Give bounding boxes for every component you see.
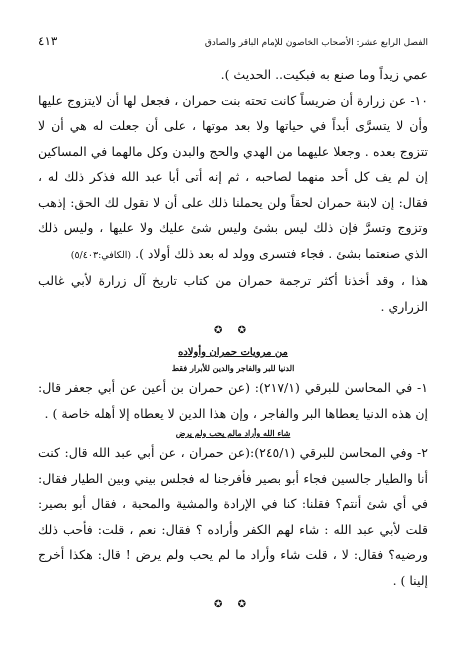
chapter-title: الفصل الرابع عشر: الأصحاب الخاصون للإمام الباقر والصادق — [204, 38, 428, 48]
paragraph-2 — [38, 88, 428, 269]
narration-1: ١- في المحاسن للبرقي (٢١٧/١): (عن حمران بن أعين عن أبي جعفر قال: إن هذه الدنيا يعطاها البر والفاجر ، وإن هذا الدين لا يعطاه إلا أهله خاصة ) . — [38, 380, 429, 421]
section-subtitle-1: الدنيا للبر والفاجر والدين للأبرار فقط — [171, 363, 295, 373]
page-number: ٤١٣ — [38, 34, 58, 48]
paragraph-2-text: ١٠- عن زرارة أن ضريساً كانت تحته بنت حمران ، فجعل لها أن لايتزوج عليها وأن لا يتسرَّى أبداً في حياتها ولا بعد موتها ، على أن جعلت له هي أن لا تتزوج بعده . وجعلا عليهما من الهدي والحج والبدن وكل مالهما في المساكين إن لم يف كل أحد منهما لصاحبه ، ثم إنه أتى أبا عبد الله فذكر ذلك له ، فقال: إن لابنة حمران لحقاً ولن يحملنا ذلك على أن لا نقول لك الحق: إذهب وتزوج وتسرَّ فإن ذلك ليس بشئ وليس شئ عليك ولا عليها ، وليس ذلك الذي صنعتما بشئ . فجاء فتسرى وولد له بعد ذلك أولاد ). — [38, 92, 428, 261]
ornament-divider: ✪ ✪ — [214, 325, 252, 336]
reference-kafi: (الكافي:٥/٤٠٣) — [70, 249, 132, 261]
narration-2: ٢- وفي المحاسن للبرقي (٢٤٥/١):(عن حمران ، عن أبي عبد الله قال: كنت أنا والطيار جالسين فجاء أبو بصير فأفرجنا له فجلس بيني وبين الطيار فقال: في أي شئ أنتم؟ فقلنا: كنا في الإرادة والمشية والمحبة ، فقال أبو بصير: قلت لأبي عبد الله : شاء لهم الكفر وأراده ؟ فقال: نعم ، قلت: فأحب ذلك ورضيه؟ فقال: لا ، قلت شاء وأراد ما لم يحب ولم يرض ! قال: هكذا أخرج إلينا ) . — [38, 445, 428, 588]
section-subtitle-2: شاء الله وأراد مالم يحب ولم يرض — [175, 428, 291, 438]
section-title: من مرويات حمران وأولاده — [178, 347, 288, 358]
ornament-divider-end: ✪ ✪ — [214, 599, 252, 610]
page-body — [38, 62, 428, 619]
paragraph-1: عمي زيداً وما صنع به فبكيت.. الحديث ). — [220, 67, 428, 82]
paragraph-3: هذا ، وقد أخذنا أكثر ترجمة حمران من كتاب تاريخ آل زرارة لأبي غالب الزراري . — [38, 273, 428, 314]
page-header — [38, 34, 428, 48]
